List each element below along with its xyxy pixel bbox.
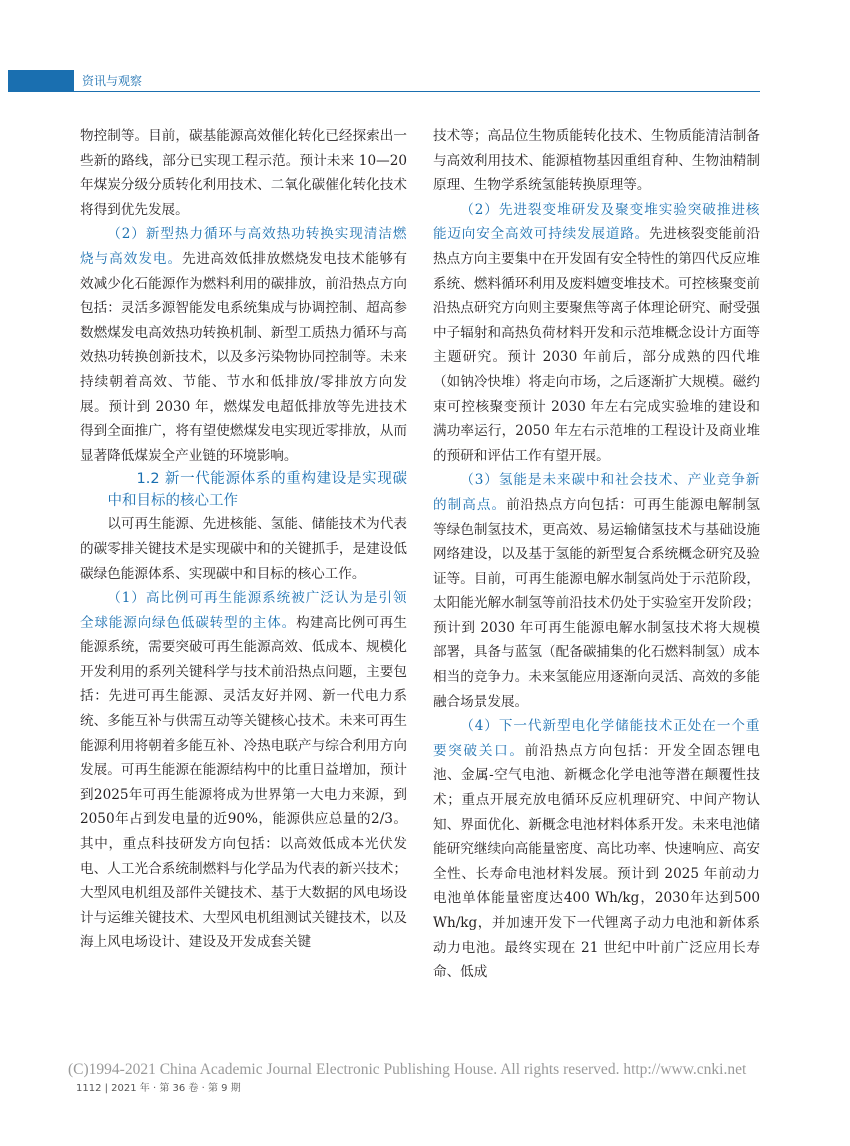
- paragraph-heading: （1）高比例可再生能源系统被广泛认为是引领全球能源向绿色低碳转型的主体。: [80, 590, 407, 631]
- paragraph-heading: （2）先进裂变堆研发及聚变堆实验突破推进核能迈向安全高效可持续发展道路。: [433, 201, 760, 243]
- paragraph-heading: （4）下一代新型电化学储能技术正处在一个重要突破关口。: [433, 718, 760, 759]
- paragraph: [433, 468, 760, 714]
- right-column: [433, 124, 760, 985]
- paragraph: 物控制等。目前，碳基能源高效催化转化已经探索出一些新的路线，部分已实现工程示范。预计未来 10—20年煤炭分级分质转化利用技术、二氧化碳催化转化技术将得到优先发展。: [80, 128, 407, 218]
- paragraph-body: 前沿热点方向包括：可再生能源电解制氢等绿色制氢技术，更高效、易运输储氢技术与基础设施网络建设，以及基于氢能的新型复合系统概念研究及验证等。目前，可再生能源电解水制氢尚处于示范阶段，太阳能光解水制氢等前沿技术仍处于实验室开发阶段；预计到 2030 年可再生能源电解水制氢技术将大规模部署，具备与蓝氢（配备碳捕集的化石燃料制氢）成本相当的竞争力。未来氢能应用逐渐向灵活、高效的多能融合场景发展。: [433, 496, 760, 710]
- header-accent-block: [8, 70, 74, 92]
- header-rule: [74, 91, 760, 92]
- paragraph-body: 前沿热点方向包括：开发全固态锂电池、金属-空气电池、新概念化学电池等潜在颠覆性技术；重点开展充放电循环反应机理研究、中间产物认知、界面优化、新概念电池材料体系开发。未来电池储能研究继续向高能量密度、高比功率、快速响应、高安全性、长寿命电池材料发展。预计到 2025 年前动力电池单体能量密度达400 Wh/kg，2030年达到500 Wh/kg，并加速开发下一代锂离子动力电池和新体系动力电池。最终实现在 21 世纪中叶前广泛应用长寿命、低成: [433, 742, 760, 981]
- paragraph-body: 先进高效低排放燃烧发电技术能够有效减少化石能源作为燃料利用的碳排放，前沿热点方向包括：灵活多源智能发电系统集成与协调控制、超高参数燃煤发电高效热功转换机制、新型工质热力循环与高效热功转换创新技术，以及多污染物协同控制等。未来持续朝着高效、节能、节水和低排放/零排放方向发展。预计到 2030 年，燃煤发电超低排放等先进技术得到全面推广，将有望使燃煤发电实现近零排放，从而显著降低煤炭全产业链的环境影响。: [80, 250, 407, 464]
- section-label: 资讯与观察: [82, 74, 143, 88]
- paragraph: 技术等；高品位生物质能转化技术、生物质能清洁制备与高效利用技术、能源植物基因重组育种、生物油精制原理、生物学系统氢能转换原理等。: [433, 128, 760, 194]
- paragraph: 以可再生能源、先进核能、氢能、储能技术为代表的碳零排关键技术是实现碳中和的关键抓手，是建设低碳绿色能源体系、实现碳中和目标的核心工作。: [80, 516, 407, 582]
- copyright-watermark: (C)1994-2021 China Academic Journal Electronic Publishing House. All rights reserved. http://www.cnki.net: [68, 1061, 747, 1078]
- left-column: [80, 124, 407, 955]
- paragraph-heading: （3）氢能是未来碳中和社会技术、产业竞争新的制高点。: [433, 472, 760, 513]
- paragraph: [433, 714, 760, 985]
- paragraph-body: 构建高比例可再生能源系统，需要突破可再生能源高效、低成本、规模化开发利用的系列关键科学与技术前沿热点问题，主要包括：先进可再生能源、灵活友好并网、新一代电力系统、多能互补与供需互动等关键核心技术。未来可再生能源利用将朝着多能互补、冷热电联产与综合利用方向发展。可再生能源在能源结构中的比重日益增加，预计到2025年可再生能源将成为世界第一大电力来源，到2050年占到发电量的近90%，能源供应总量的2/3。其中，重点科技研发方向包括：以高效低成本光伏发电、人工光合系统制燃料与化学品为代表的新兴技术；大型风电机组及部件关键技术、基于大数据的风电场设计与运维关键技术、大型风电机组测试关键技术，以及海上风电场设计、建设及开发成套关键: [80, 614, 407, 951]
- page-info: 1112 | 2021 年 · 第 36 卷 · 第 9 期: [76, 1083, 241, 1094]
- paragraph-body: 先进核裂变能前沿热点方向主要集中在开发固有安全特性的第四代反应堆系统、燃料循环利用及废料嬗变堆技术。可控核聚变前沿热点研究方向则主要聚焦等离子体理论研究、耐受强中子辐射和高热负荷材料开发和示范堆概念设计方面等主题研究。预计 2030 年前后，部分成熟的四代堆（如钠冷快堆）将走向市场，之后逐渐扩大规模。磁约束可控核聚变预计 2030 年左右完成实验堆的建设和满功率运行，2050 年左右示范堆的工程设计及商业堆的预研和评估工作有望开展。: [433, 226, 760, 464]
- paragraph: [433, 198, 760, 469]
- paragraph: [80, 586, 407, 955]
- section-title: 1.2 新一代能源体系的重构建设是实现碳中和目标的核心工作: [107, 471, 407, 510]
- paragraph: [80, 222, 407, 468]
- paragraph-heading: （2）新型热力循环与高效热功转换实现清洁燃烧与高效发电。: [80, 226, 407, 267]
